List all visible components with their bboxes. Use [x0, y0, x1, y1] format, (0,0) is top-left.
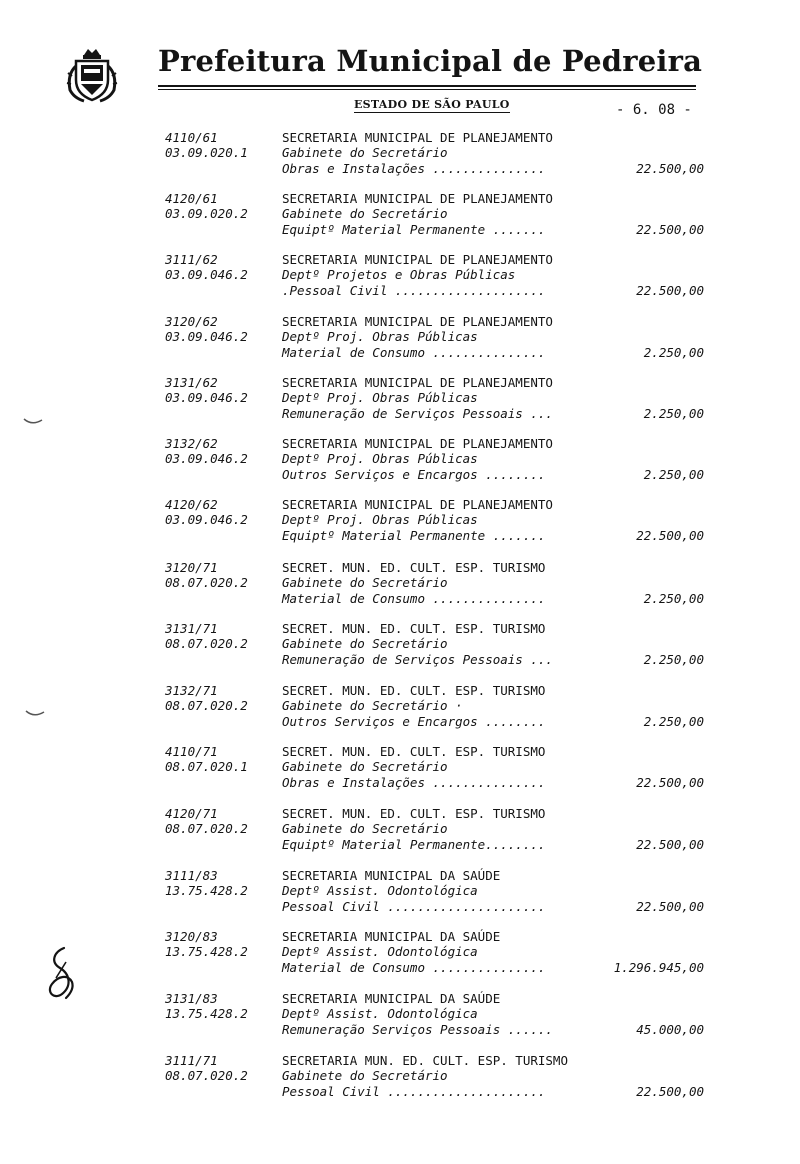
entry-department: SECRETARIA MUNICIPAL DE PLANEJAMENTO [282, 191, 553, 206]
entry-program-code: 03.09.046.2 [165, 390, 248, 405]
state-subtitle: ESTADO DE SÃO PAULO [354, 98, 510, 111]
entry-unit: Gabinete do Secretário [282, 759, 448, 774]
budget-entry [0, 991, 800, 1051]
entry-expense-item: .Pessoal Civil .................... [282, 283, 546, 298]
entry-code: 4120/71 [165, 806, 218, 821]
entry-amount: 2.250,00 [643, 652, 704, 667]
entry-expense-item: Equiptº Material Permanente ....... [282, 222, 546, 237]
entry-expense-item: Equiptº Material Permanente........ [282, 837, 546, 852]
entry-amount: 22.500,00 [636, 899, 704, 914]
entry-expense-item: Pessoal Civil ..................... [282, 899, 546, 914]
entry-program-code: 13.75.428.2 [165, 1006, 248, 1021]
entry-department: SECRET. MUN. ED. CULT. ESP. TURISMO [282, 806, 546, 821]
handwritten-initial-icon [42, 944, 82, 1004]
entry-department: SECRETARIA MUNICIPAL DE PLANEJAMENTO [282, 314, 553, 329]
entry-amount: 22.500,00 [636, 837, 704, 852]
entry-department: SECRETARIA MUNICIPAL DA SAÚDE [282, 929, 501, 944]
entry-expense-item: Pessoal Civil ..................... [282, 1084, 546, 1099]
entry-code: 3120/71 [165, 560, 218, 575]
entry-department: SECRETARIA MUNICIPAL DA SAÚDE [282, 991, 501, 1006]
budget-entry [0, 375, 800, 435]
entry-expense-item: Obras e Instalações ............... [282, 775, 546, 790]
entry-amount: 45.000,00 [636, 1022, 704, 1037]
title-rule-thin [158, 89, 696, 90]
entry-program-code: 03.09.046.2 [165, 329, 248, 344]
entry-code: 3132/62 [165, 436, 218, 451]
entry-amount: 22.500,00 [636, 161, 704, 176]
entry-amount: 22.500,00 [636, 222, 704, 237]
entry-program-code: 03.09.046.2 [165, 267, 248, 282]
entry-program-code: 13.75.428.2 [165, 944, 248, 959]
entry-program-code: 03.09.020.2 [165, 206, 248, 221]
entry-unit: Deptº Assist. Odontológica [282, 944, 478, 959]
entry-code: 3111/71 [165, 1053, 218, 1068]
entry-department: SECRETARIA MUNICIPAL DA SAÚDE [282, 868, 501, 883]
entry-expense-item: Remuneração Serviços Pessoais ...... [282, 1022, 553, 1037]
entry-code: 4120/61 [165, 191, 218, 206]
budget-entry [0, 683, 800, 743]
entry-code: 3111/83 [165, 868, 218, 883]
entry-department: SECRET. MUN. ED. CULT. ESP. TURISMO [282, 621, 546, 636]
entry-code: 3131/71 [165, 621, 218, 636]
budget-entry [0, 621, 800, 681]
entry-expense-item: Material de Consumo ............... [282, 345, 546, 360]
entry-unit: Gabinete do Secretário · [282, 698, 463, 713]
entry-program-code: 08.07.020.2 [165, 1068, 248, 1083]
entry-expense-item: Outros Serviços e Encargos ........ [282, 467, 546, 482]
document-title: Prefeitura Municipal de Pedreira [158, 44, 703, 78]
entry-unit: Deptº Proj. Obras Públicas [282, 329, 478, 344]
punch-hole-mark-icon [22, 416, 46, 428]
entry-amount: 22.500,00 [636, 283, 704, 298]
entry-unit: Gabinete do Secretário [282, 145, 448, 160]
budget-entry [0, 744, 800, 804]
entry-code: 3120/83 [165, 929, 218, 944]
punch-hole-mark-icon [24, 708, 48, 720]
entry-unit: Deptº Proj. Obras Públicas [282, 451, 478, 466]
entry-amount: 22.500,00 [636, 1084, 704, 1099]
entry-department: SECRETARIA MUN. ED. CULT. ESP. TURISMO [282, 1053, 568, 1068]
entry-amount: 1.296.945,00 [613, 960, 704, 975]
entry-department: SECRETARIA MUNICIPAL DE PLANEJAMENTO [282, 436, 553, 451]
municipal-crest-icon [64, 46, 120, 104]
entry-unit: Deptº Assist. Odontológica [282, 883, 478, 898]
budget-entry [0, 806, 800, 866]
entry-program-code: 08.07.020.2 [165, 575, 248, 590]
entry-unit: Deptº Proj. Obras Públicas [282, 512, 478, 527]
entry-department: SECRETARIA MUNICIPAL DE PLANEJAMENTO [282, 375, 553, 390]
entry-code: 3120/62 [165, 314, 218, 329]
entry-expense-item: Remuneração de Serviços Pessoais ... [282, 652, 553, 667]
entry-department: SECRET. MUN. ED. CULT. ESP. TURISMO [282, 744, 546, 759]
entry-program-code: 08.07.020.2 [165, 821, 248, 836]
entry-unit: Gabinete do Secretário [282, 821, 448, 836]
page-number: - 6. 08 - [616, 102, 692, 118]
budget-entry [0, 560, 800, 620]
entry-department: SECRET. MUN. ED. CULT. ESP. TURISMO [282, 683, 546, 698]
entry-code: 3131/83 [165, 991, 218, 1006]
entry-unit: Gabinete do Secretário [282, 1068, 448, 1083]
entry-code: 4110/61 [165, 130, 218, 145]
entry-department: SECRETARIA MUNICIPAL DE PLANEJAMENTO [282, 252, 553, 267]
entry-program-code: 08.07.020.1 [165, 759, 248, 774]
entry-code: 3132/71 [165, 683, 218, 698]
entry-unit: Deptº Proj. Obras Públicas [282, 390, 478, 405]
budget-entry [0, 314, 800, 374]
entry-expense-item: Obras e Instalações ............... [282, 161, 546, 176]
entry-program-code: 08.07.020.2 [165, 698, 248, 713]
entry-department: SECRETARIA MUNICIPAL DE PLANEJAMENTO [282, 130, 553, 145]
entry-amount: 2.250,00 [643, 345, 704, 360]
entry-program-code: 03.09.046.2 [165, 512, 248, 527]
entry-unit: Gabinete do Secretário [282, 636, 448, 651]
entry-unit: Gabinete do Secretário [282, 206, 448, 221]
entry-amount: 2.250,00 [643, 406, 704, 421]
entry-expense-item: Outros Serviços e Encargos ........ [282, 714, 546, 729]
budget-entry [0, 868, 800, 928]
entry-amount: 2.250,00 [643, 467, 704, 482]
entry-program-code: 03.09.046.2 [165, 451, 248, 466]
entry-program-code: 03.09.020.1 [165, 145, 248, 160]
budget-entry [0, 191, 800, 251]
entry-amount: 22.500,00 [636, 775, 704, 790]
entry-unit: Deptº Assist. Odontológica [282, 1006, 478, 1021]
entry-code: 3111/62 [165, 252, 218, 267]
entry-expense-item: Material de Consumo ............... [282, 591, 546, 606]
budget-entry [0, 497, 800, 557]
entry-department: SECRETARIA MUNICIPAL DE PLANEJAMENTO [282, 497, 553, 512]
entry-expense-item: Equiptº Material Permanente ....... [282, 528, 546, 543]
budget-entry [0, 1053, 800, 1113]
entry-program-code: 13.75.428.2 [165, 883, 248, 898]
entry-department: SECRET. MUN. ED. CULT. ESP. TURISMO [282, 560, 546, 575]
entry-amount: 2.250,00 [643, 714, 704, 729]
entry-amount: 22.500,00 [636, 528, 704, 543]
title-rule [158, 85, 696, 87]
entry-unit: Deptº Projetos e Obras Públicas [282, 267, 516, 282]
entry-expense-item: Remuneração de Serviços Pessoais ... [282, 406, 553, 421]
entry-amount: 2.250,00 [643, 591, 704, 606]
entry-expense-item: Material de Consumo ............... [282, 960, 546, 975]
entry-unit: Gabinete do Secretário [282, 575, 448, 590]
entry-code: 4110/71 [165, 744, 218, 759]
budget-entry [0, 252, 800, 312]
entry-program-code: 08.07.020.2 [165, 636, 248, 651]
entry-code: 3131/62 [165, 375, 218, 390]
budget-entry [0, 130, 800, 190]
budget-entry [0, 436, 800, 496]
budget-entry [0, 929, 800, 989]
entry-code: 4120/62 [165, 497, 218, 512]
